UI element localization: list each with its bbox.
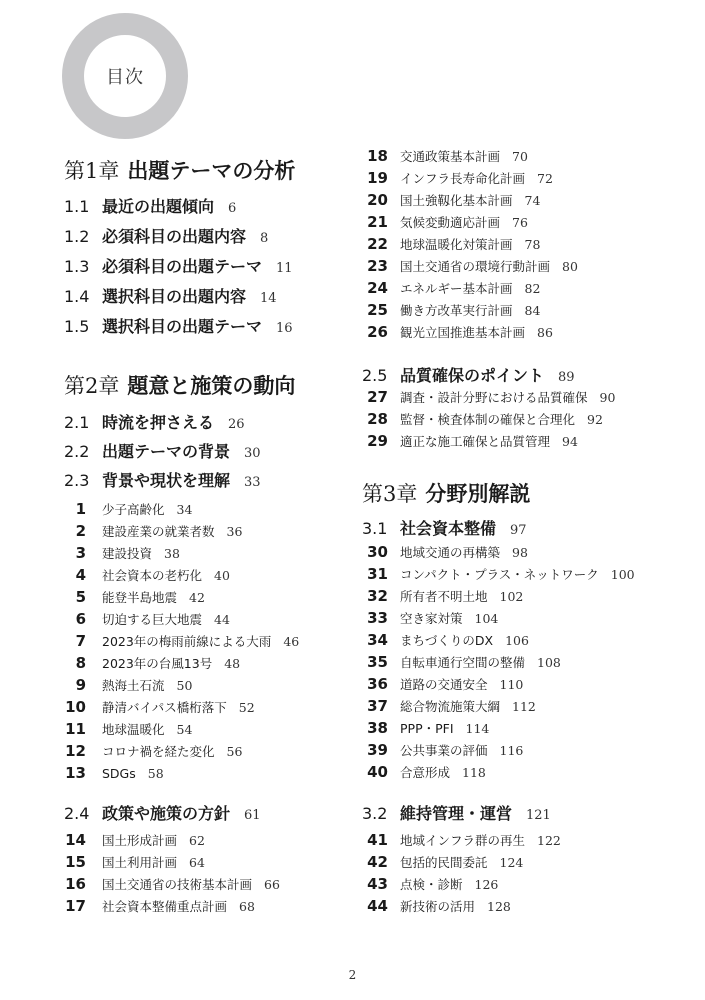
toc-item[interactable] <box>362 432 578 452</box>
item-number: 23 <box>367 257 388 275</box>
item-number: 1 <box>75 500 86 518</box>
item-number: 37 <box>367 697 388 715</box>
section-title: 必須科目の出題内容 <box>102 227 247 246</box>
toc-item[interactable] <box>362 279 540 299</box>
toc-item[interactable] <box>362 257 578 277</box>
page-number: 89 <box>558 370 575 385</box>
page-number: 106 <box>505 633 529 648</box>
section-number: 1.3 <box>64 257 90 276</box>
page-number: 84 <box>524 303 541 318</box>
toc-item[interactable] <box>62 632 299 652</box>
item-number: 7 <box>75 632 86 650</box>
item-title: 地域インフラ群の再生 <box>400 833 526 848</box>
page-number: 86 <box>537 325 553 340</box>
item-number: 30 <box>367 543 388 561</box>
item-number: 25 <box>367 301 388 319</box>
section-number: 2.1 <box>64 413 90 432</box>
section-number: 1.1 <box>64 197 90 216</box>
page-number: 110 <box>499 677 524 692</box>
item-title: 交通政策基本計画 <box>400 149 501 164</box>
item-title: 気候変動適応計画 <box>400 215 501 230</box>
page-footer-number: 2 <box>348 968 357 982</box>
toc-section[interactable] <box>64 284 277 306</box>
item-number: 42 <box>367 853 388 871</box>
page-number: 90 <box>599 390 616 405</box>
item-number: 14 <box>65 831 86 849</box>
section-title: 選択科目の出題テーマ <box>102 317 263 336</box>
chapter-number: 第1章 <box>64 159 120 183</box>
toc-item[interactable] <box>62 610 230 630</box>
section-number: 2.5 <box>362 366 388 385</box>
item-number: 40 <box>367 763 388 781</box>
chapter-title: 出題テーマの分析 <box>127 159 296 183</box>
toc-section[interactable] <box>362 801 551 823</box>
toc-item[interactable] <box>362 763 486 783</box>
page-number: 66 <box>264 877 280 892</box>
page-number: 16 <box>276 321 293 336</box>
item-number: 26 <box>367 323 388 341</box>
toc-section[interactable] <box>64 468 261 490</box>
item-number: 28 <box>367 410 388 428</box>
page-number: 40 <box>214 568 230 583</box>
page-number: 114 <box>465 721 490 736</box>
item-title: インフラ長寿命化計画 <box>400 171 526 186</box>
item-number: 3 <box>75 544 86 562</box>
item-title: 地球温暖化 <box>102 722 165 737</box>
section-number: 2.3 <box>64 471 90 490</box>
page-number: 94 <box>562 434 578 449</box>
page-number: 61 <box>244 808 261 823</box>
section-number: 2.2 <box>64 442 90 461</box>
item-title: 熱海土石流 <box>102 678 165 693</box>
item-number: 16 <box>65 875 86 893</box>
toc-item[interactable] <box>362 169 553 189</box>
page-number: 80 <box>562 259 578 274</box>
toc-item[interactable] <box>362 587 523 607</box>
section-title: 時流を押さえる <box>102 413 215 432</box>
item-title: コロナ禍を経た変化 <box>102 744 215 759</box>
item-title: 社会資本整備重点計画 <box>102 899 228 914</box>
page-number: 14 <box>260 291 277 306</box>
toc-item[interactable] <box>62 897 255 917</box>
page-number: 126 <box>474 877 499 892</box>
page-number: 112 <box>512 699 536 714</box>
toc-label: 目次 <box>106 67 144 88</box>
item-number: 12 <box>65 742 86 760</box>
item-title: エネルギー基本計画 <box>400 281 513 296</box>
page-number: 74 <box>524 193 541 208</box>
item-title: 合意形成 <box>400 765 451 780</box>
section-number: 1.2 <box>64 227 90 246</box>
toc-section[interactable] <box>64 314 293 336</box>
page-number: 52 <box>238 700 255 715</box>
toc-item[interactable] <box>62 764 164 784</box>
item-number: 10 <box>65 698 86 716</box>
page-number: 108 <box>537 655 561 670</box>
toc-section[interactable] <box>362 363 575 385</box>
section-number: 1.4 <box>64 287 90 306</box>
page-number: 102 <box>499 589 524 604</box>
item-title: SDGs <box>102 766 136 781</box>
item-number: 18 <box>367 147 388 165</box>
toc-item[interactable] <box>362 301 540 321</box>
toc-item[interactable] <box>362 875 498 895</box>
section-number: 2.4 <box>64 804 90 823</box>
item-title: 所有者不明土地 <box>400 589 488 604</box>
item-number: 27 <box>367 388 388 406</box>
page-number: 64 <box>189 855 205 870</box>
item-title: 建設投資 <box>102 546 153 561</box>
item-number: 6 <box>75 610 86 628</box>
toc-item[interactable] <box>62 500 192 520</box>
toc-item[interactable] <box>62 720 192 740</box>
item-number: 8 <box>75 654 86 672</box>
toc-item[interactable] <box>362 388 615 408</box>
section-title: 最近の出題傾向 <box>102 197 215 216</box>
item-title: コンパクト・プラス・ネットワーク <box>400 567 599 582</box>
page-number: 124 <box>499 855 524 870</box>
toc-item[interactable] <box>362 543 528 563</box>
section-number: 3.2 <box>362 804 388 823</box>
toc-item[interactable] <box>362 609 498 629</box>
page-number: 26 <box>228 417 245 432</box>
toc-item[interactable] <box>62 544 180 564</box>
toc-item[interactable] <box>62 522 242 542</box>
item-title: 切迫する巨大地震 <box>102 612 203 627</box>
item-number: 24 <box>367 279 388 297</box>
section-number: 3.1 <box>362 519 388 538</box>
toc-item[interactable] <box>362 853 523 873</box>
item-title: 少子高齢化 <box>102 502 165 517</box>
item-number: 20 <box>367 191 388 209</box>
item-number: 38 <box>367 719 388 737</box>
section-title: 選択科目の出題内容 <box>102 287 247 306</box>
page-number: 54 <box>176 722 193 737</box>
item-number: 35 <box>367 653 388 671</box>
item-title: 点検・診断 <box>400 877 463 892</box>
toc-section[interactable] <box>64 801 261 823</box>
item-number: 15 <box>65 853 86 871</box>
item-number: 9 <box>75 676 86 694</box>
page-number: 121 <box>526 808 551 823</box>
page-number: 118 <box>462 765 486 780</box>
section-title: 社会資本整備 <box>400 519 497 538</box>
item-title: 地球温暖化対策計画 <box>400 237 513 252</box>
item-title: 適正な施工確保と品質管理 <box>400 434 551 449</box>
item-number: 36 <box>367 675 388 693</box>
page-number: 68 <box>239 899 255 914</box>
item-title: 国土交通省の環境行動計画 <box>400 259 551 274</box>
page-number: 44 <box>214 612 230 627</box>
page-number: 6 <box>228 201 237 216</box>
toc-item[interactable] <box>362 719 489 739</box>
page-number: 58 <box>147 766 164 781</box>
item-title: 国土利用計画 <box>102 855 178 870</box>
section-title: 背景や現状を理解 <box>102 471 231 490</box>
page-number: 97 <box>510 523 527 538</box>
item-number: 13 <box>65 764 86 782</box>
section-title: 出題テーマの背景 <box>102 442 231 461</box>
toc-item[interactable] <box>362 147 528 167</box>
page-number: 8 <box>260 231 269 246</box>
section-number: 1.5 <box>64 317 90 336</box>
item-title: 観光立国推進基本計画 <box>400 325 526 340</box>
item-title: 静清バイパス橋桁落下 <box>102 700 227 715</box>
item-number: 2 <box>75 522 86 540</box>
item-number: 11 <box>65 720 86 738</box>
toc-section[interactable] <box>362 516 527 538</box>
page-number: 76 <box>512 215 528 230</box>
toc-section[interactable] <box>64 254 293 276</box>
toc-item[interactable] <box>362 565 635 585</box>
item-number: 31 <box>367 565 388 583</box>
page-number: 104 <box>474 611 499 626</box>
page-number: 92 <box>587 412 603 427</box>
item-title: 地域交通の再構築 <box>400 545 501 560</box>
chapter-heading[interactable] <box>64 370 295 400</box>
item-title: 国土交通省の技術基本計画 <box>102 877 253 892</box>
item-title: 新技術の活用 <box>400 899 476 914</box>
item-number: 5 <box>75 588 86 606</box>
section-title: 品質確保のポイント <box>400 366 545 385</box>
section-title: 必須科目の出題テーマ <box>102 257 263 276</box>
page-number: 38 <box>164 546 180 561</box>
toc-item[interactable] <box>362 897 511 917</box>
page-number: 11 <box>276 261 293 276</box>
toc-item[interactable] <box>62 875 280 895</box>
page-number: 82 <box>524 281 541 296</box>
page-number: 72 <box>537 171 553 186</box>
item-title: 空き家対策 <box>400 611 463 626</box>
item-title: 2023年の台風13号 <box>102 656 213 671</box>
page-number: 122 <box>537 833 561 848</box>
section-title: 維持管理・運営 <box>400 804 513 823</box>
chapter-heading[interactable] <box>362 478 530 508</box>
item-title: 能登半島地震 <box>102 590 178 605</box>
page-number: 34 <box>176 502 193 517</box>
toc-item[interactable] <box>362 741 523 761</box>
toc-item[interactable] <box>362 410 603 430</box>
toc-section[interactable] <box>64 194 236 216</box>
page-number: 116 <box>499 743 524 758</box>
toc-item[interactable] <box>62 831 205 851</box>
toc-item[interactable] <box>362 653 561 673</box>
page-number: 36 <box>226 524 243 539</box>
section-title: 政策や施策の方針 <box>102 804 231 823</box>
toc-item[interactable] <box>62 676 192 696</box>
page-number: 56 <box>226 744 243 759</box>
page-number: 70 <box>512 149 528 164</box>
chapter-number: 第2章 <box>64 374 120 398</box>
item-title: 包括的民間委託 <box>400 855 488 870</box>
page-number: 50 <box>176 678 193 693</box>
toc-item[interactable] <box>62 588 205 608</box>
page-number: 78 <box>524 237 541 252</box>
chapter-number: 第3章 <box>362 482 418 506</box>
item-title: 2023年の梅雨前線による大雨 <box>102 634 272 649</box>
toc-ring-badge <box>62 13 188 139</box>
toc-item[interactable] <box>62 654 240 674</box>
item-number: 17 <box>65 897 86 915</box>
page-number: 33 <box>244 475 261 490</box>
toc-item[interactable] <box>362 323 553 343</box>
toc-item[interactable] <box>362 191 540 211</box>
toc-item[interactable] <box>362 697 536 717</box>
toc-item[interactable] <box>62 566 230 586</box>
toc-item[interactable] <box>62 698 255 718</box>
item-number: 32 <box>367 587 388 605</box>
page-number: 128 <box>487 899 511 914</box>
toc-item[interactable] <box>362 631 529 651</box>
item-title: 国土形成計画 <box>102 833 178 848</box>
item-title: 自転車通行空間の整備 <box>400 655 526 670</box>
page-number: 42 <box>189 590 205 605</box>
item-title: 社会資本の老朽化 <box>102 568 203 583</box>
toc-item[interactable] <box>362 235 540 255</box>
page-number: 48 <box>224 656 241 671</box>
item-number: 19 <box>367 169 388 187</box>
item-number: 33 <box>367 609 388 627</box>
item-number: 41 <box>367 831 388 849</box>
chapter-heading[interactable] <box>64 155 295 185</box>
toc-section[interactable] <box>64 410 245 432</box>
item-title: PPP・PFI <box>400 721 454 736</box>
item-title: 総合物流施策大綱 <box>400 699 501 714</box>
item-title: 国土強靱化基本計画 <box>400 193 513 208</box>
toc-item[interactable] <box>362 675 523 695</box>
item-title: 公共事業の評価 <box>400 743 488 758</box>
item-number: 39 <box>367 741 388 759</box>
chapter-title: 題意と施策の動向 <box>127 374 296 398</box>
page-number: 30 <box>244 446 261 461</box>
page-number: 100 <box>610 567 635 582</box>
item-title: 建設産業の就業者数 <box>102 524 215 539</box>
toc-item[interactable] <box>362 831 561 851</box>
item-title: 調査・設計分野における品質確保 <box>400 390 588 405</box>
page-number: 46 <box>283 634 300 649</box>
item-title: まちづくりのDX <box>400 633 494 648</box>
item-number: 44 <box>367 897 388 915</box>
toc-item[interactable] <box>62 742 242 762</box>
item-number: 34 <box>367 631 388 649</box>
toc-section[interactable] <box>64 224 268 246</box>
item-number: 43 <box>367 875 388 893</box>
chapter-title: 分野別解説 <box>425 482 531 506</box>
item-title: 働き方改革実行計画 <box>400 303 513 318</box>
toc-item[interactable] <box>62 853 205 873</box>
item-title: 道路の交通安全 <box>400 677 488 692</box>
item-title: 監督・検査体制の確保と合理化 <box>400 412 576 427</box>
page-number: 62 <box>189 833 205 848</box>
item-number: 29 <box>367 432 388 450</box>
page-number: 98 <box>512 545 528 560</box>
item-number: 22 <box>367 235 388 253</box>
item-number: 4 <box>75 566 86 584</box>
toc-section[interactable] <box>64 439 261 461</box>
item-number: 21 <box>367 213 388 231</box>
toc-item[interactable] <box>362 213 528 233</box>
